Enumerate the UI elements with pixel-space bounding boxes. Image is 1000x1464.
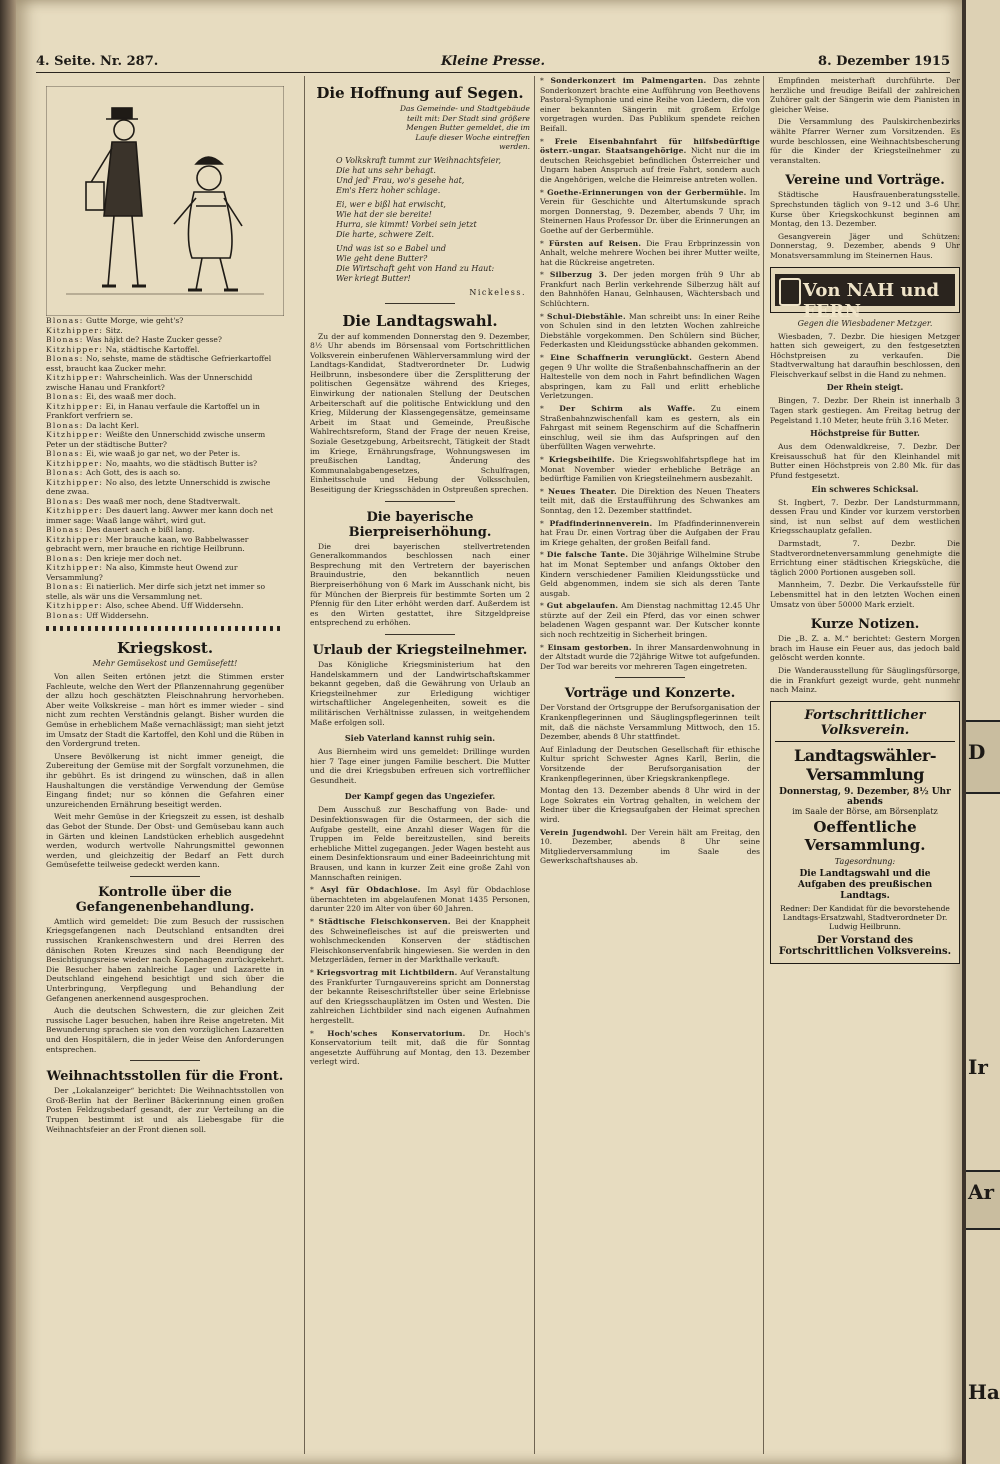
article-title-schicksal: Ein schweres Schicksal.	[811, 483, 919, 494]
short-rule	[615, 677, 685, 678]
article-paragraph: Zu der auf kommenden Donnerstag den 9. Dezember, 8½ Uhr abends im Börsensaal vom Fortschrittlichen Volksverein einberufenen Wählerversammlung wird der Landtags-Kandidat, Stadtverordneter Dr. Ludwig Heilbrunn, insbesondere über die Zersplitterung der politischen Gegensätze während des Krieges, Einwirkung der nationalen Stellung der Deutschen Arbeiterschaft auf die politische Entwicklung und den Krieg, Milderung der Klassengegensätze, gemeinsame Arbeit im Staat und Gemeinde, Preußische Wahlrechtsreform, Stand der Frage der neuen Kreise, Soziale Gesetzgebung, Arbeitsrecht, Tätigkeit der Stadt im Kriege, Ernährungsfrage, Wohnungswesen im preußischen Landtag, Änderung des Kommunalabgabengesetzes, Schulfragen, Einheitsschule und Hebung der Volksschulen, Beseitigung der Kriegsschäden in Ostpreußen sprechen.	[310, 331, 530, 494]
news-item: Verein Jugendwohl. Der Verein hält am Freitag, den 10. Dezember, abends 8 Uhr seine Mitgliederversammlung im Saale des Gewerkschaftshauses ab.	[540, 827, 760, 866]
cartoon-dialogue	[46, 316, 284, 620]
dialogue-line: Blonas: Des waaß mer noch, dene Stadtverwalt.	[46, 496, 241, 506]
dialogue-line: Kitzhipper: Na also, Kimmste heut Owend zur Versammlung?	[46, 563, 238, 582]
ad-line: Redner: Der Kandidat für die bevorstehende Landtags-Ersatzwahl, Stadtverordneter Dr. Ludwig Heilbrunn.	[780, 903, 950, 931]
article-paragraph: Unsere Bevölkerung ist nicht immer geneigt, die Zubereitung der Gemüse mit der Sorgfalt vorzunehmen, die ihr gebührt. Es ist dringend zu wünschen, daß in allen Haushaltungen die verständige Verwendung der Gemüse Eingang findet; nur so können die Gefahren einer unzureichenden Ernährung beseitigt werden.	[46, 751, 284, 809]
article-title-rhein: Der Rhein steigt.	[826, 382, 904, 393]
article-title-urlaub: Urlaub der Kriegsteilnehmer.	[312, 642, 528, 658]
column-divider	[763, 76, 764, 1454]
dialogue-line: Kitzhipper: Ei, in Hanau verfaule die Kartoffel un in Frankfort verfriern se.	[46, 401, 260, 420]
article-paragraph: Die drei bayerischen stellvertretenden Generalkommandos beschlossen nach einer Besprechung mit den Vertretern der bayerischen Brauindustrie, den bekanntlich neuen Bierpreiserhöhung von 6 Mark im Ausschank nicht, bis für München der Bierpreis für bestimmte Sorten um 2 Pfennig für den Liter erhöht werden darf. Außerdem ist es den Wirten gestattet, ihre Sitzgeldpreise entsprechend zu erhöhen.	[310, 541, 530, 628]
news-item: Auf Einladung der Deutschen Gesellschaft für ethische Kultur spricht Schwester Agnes Karll, Berlin, die Vorsitzende der Berufsorganisation der Krankenpflegerinnen, über Kriegskrankenpflege.	[540, 744, 760, 783]
edge-letters: Ha	[968, 1380, 1000, 1404]
article-paragraph: Aus Biernheim wird uns gemeldet: Drillinge wurden hier 7 Tage einer jungen Familie beschert. Die Mutter und die drei Kriegsbuben erfreuen sich vortrefflicher Gesundheit.	[310, 747, 530, 785]
article-paragraph: Die Wanderausstellung für Säuglingsfürsorge, die in Frankfurt gezeigt wurde, geht nunmehr nach Mainz.	[770, 665, 960, 695]
article-title-vaterland: Sieb Vaterland kannst ruhig sein.	[344, 733, 496, 744]
article-title-ungeziefer: Der Kampf gegen das Ungeziefer.	[344, 791, 496, 802]
poem-stanza: Ei, wer e bißl hat erwischt, Wie hat der sie bereite! Hurra, sie kimmt! Vorbei sein jetzt Die harte, schwere Zeit.	[336, 199, 477, 239]
article-title-butter: Höchstpreise für Butter.	[810, 428, 920, 439]
edge-letters: Ir	[968, 1055, 988, 1079]
news-item: * Kriegsbeihilfe. Die Kriegswohlfahrtspflege hat im Monat November wieder erhebliche Beträge an bedürftige Familien von Kriegsteilnehmern ausbezahlt.	[540, 454, 760, 484]
article-title-landtagswahl: Die Landtagswahl.	[342, 311, 498, 330]
short-rule	[385, 634, 455, 635]
article-paragraph: Wiesbaden, 7. Dezbr. Die hiesigen Metzger hatten sich geweigert, zu den festgesetzten Höchstpreisen zu verkaufen. Die Stadtverwaltung hat daraufhin beschlossen, den Fleischverkauf selbst in die Hand zu nehmen.	[770, 331, 960, 379]
ad-line: Die Landtagswahl und die Aufgaben des preußischen Landtags.	[797, 868, 933, 901]
banner-title: Von NAH und FERN	[803, 279, 940, 322]
dialogue-line: Kitzhipper: Mer brauche kaan, wo Babbelwasser gebracht wern, mer brauche en richtige Heilbrunn.	[46, 534, 249, 553]
news-item: * Kriegsvortrag mit Lichtbildern. Auf Veranstaltung des Frankfurter Turngauvereins spricht am Donnerstag der bekannte Reiseschriftsteller über seine Erlebnisse auf den Kriegsschauplätzen im Osten und Westen. Die zahlreichen Lichtbilder sind nach eigenen Aufnahmen hergestellt.	[310, 967, 530, 1025]
von-nah-und-fern-banner	[770, 267, 960, 322]
news-item: * Neues Theater. Die Direktion des Neuen Theaters teilt mit, daß die Erstaufführung des Schwankes am Sonntag, den 12. Dezember stattfindet.	[540, 486, 760, 515]
dialogue-line: Kitzhipper: No, maahts, wo die städtisch Butter is?	[46, 458, 258, 468]
dialogue-line: Kitzhipper: Weißte den Unnerschidd zwische unserm Peter un der städtische Butter?	[46, 430, 266, 449]
paper-name: Kleine Presse.	[440, 54, 546, 69]
newspaper-page	[16, 0, 962, 1464]
article-title-hoffnung: Die Hoffnung auf Segen.	[316, 84, 524, 102]
article-title-kontrolle: Kontrolle über die Gefangenenbehandlung.	[75, 884, 255, 915]
article-paragraph: Dem Ausschuß zur Beschaffung von Bade- und Desinfektionswagen für die Ostarmeen, der sich die Aufgabe gestellt, eine Anzahl dieser Wagen für die Truppen im Felde bereitzustellen, sind bereits erhebliche Mittel zugegangen. Jeder Wagen besteht aus einem Desinfektionsraum und einer Badeeinrichtung mit Brausen, und kann in kurzer Zeit eine große Zahl von Mannschaften reinigen.	[310, 805, 530, 882]
article-paragraph: Amtlich wird gemeldet: Die zum Besuch der russischen Kriegsgefangenen nach Deutschland entsandten drei russischen Krankenschwestern und drei Herren des dänischen Roten Kreuzes sind nach Beendigung der Besichtigungsreise wieder nach Kopenhagen zurückgekehrt. Die Besucher haben zahlreiche Lager und Lazarette in Deutschland eingehend besichtigt und sich über die Unterbringung, Verpflegung und Behandlung der Gefangenen anerkennend ausgesprochen.	[46, 916, 284, 1003]
dialogue-line: Kitzhipper: Na, städtische Kartoffel.	[46, 344, 200, 354]
dialogue-line: Blonas: Gutte Morge, wie geht's?	[46, 316, 184, 325]
header-rule	[36, 72, 950, 73]
dialogue-line: Kitzhipper: Sitz.	[46, 325, 123, 335]
article-title-bierpreis: Die bayerische Bierpreiserhöhung.	[348, 509, 492, 540]
article-paragraph: Bingen, 7. Dezbr. Der Rhein ist innerhalb 3 Tagen stark gestiegen. Am Freitag betrug der Pegelstand 1.10 Meter, heute früh 3.16 Meter.	[770, 396, 960, 425]
article-paragraph: Mannheim, 7. Dezbr. Die Verkaufsstelle für Lebensmittel hat in den letzten Wochen einen Umsatz von über 50000 Mark erzielt.	[770, 580, 960, 609]
cartoon-illustration	[46, 86, 284, 316]
ad-line: Landtagswähler-Versammlung	[794, 745, 936, 784]
column-divider	[304, 76, 305, 1454]
column-3	[540, 76, 760, 1456]
short-rule	[385, 303, 455, 304]
dialogue-line: Blonas: Des dauert aach e bißl lang.	[46, 525, 195, 534]
dialogue-line: Kitzhipper: Des dauert lang. Awwer mer kann doch net immer sage: Waaß lange währt, wird gut.	[46, 506, 274, 525]
news-item: * Pfadfinderinnenverein. Im Pfadfinderinnenverein hat Frau Dr. einen Vortrag über die Aufgaben der Frau im Kriege gehalten, der großen Beifall fand.	[540, 518, 760, 547]
lamp-icon	[779, 278, 801, 306]
article-subtitle: Gegen die Wiesbadener Metzger.	[797, 318, 933, 328]
dialogue-line: Blonas: Da lacht Kerl.	[46, 420, 140, 430]
article-title-vereine: Vereine und Vorträge.	[785, 173, 945, 189]
poem-stanza: Und was ist so e Babel und Wie geht dene Butter? Die Wirtschaft geht von Hand zu Haut: Wer kriegt Butter!	[336, 243, 495, 283]
news-item: * Eine Schaffnerin verunglückt. Gestern Abend gegen 9 Uhr wollte die Straßenbahnschaffnerin an der Haltestelle von dem noch in Fahrt befindlichen Wagen abspringen, kam zu Fall und erlitt erhebliche Verletzungen.	[540, 353, 760, 401]
article-title-kriegskost: Kriegskost.	[116, 639, 214, 657]
dialogue-line: Kitzhipper: No also, des letzte Unnerschidd is zwische dene zwaa.	[46, 477, 271, 496]
news-item: * Fürsten auf Reisen. Die Frau Erbprinzessin von Anhalt, welche mehrere Wochen bei ihrer Mutter weilte, hat die Rückreise angetreten.	[540, 238, 760, 267]
short-rule	[130, 876, 200, 877]
news-item: * Einsam gestorben. In ihrer Mansardenwohnung in der Altstadt wurde die 72jährige Witwe tot aufgefunden. Der Tod war bereits vor mehreren Tagen eingetreten.	[540, 642, 760, 671]
dialogue-line: Blonas: Ach Gott, des is aach so.	[46, 468, 181, 477]
section-divider	[46, 626, 284, 631]
article-paragraph: Auch die deutschen Schwestern, die zur gleichen Zeit russische Lager besuchen, haben ihre Reise angetreten. Mit Bewunderung sprachen sie von den vorzüglichen Lazaretten und den Hospitälern, die in jeder Weise den Anforderungen entsprechen.	[46, 1006, 284, 1054]
article-paragraph: Der „Lokalanzeiger“ berichtet: Die Weihnachtsstollen von Groß-Berlin hat der Berliner Bäckerinnung einen großen Posten Feldzugsbedarf gesandt, der zur Verteilung an die Truppen bestimmt ist und als Liebesgabe für die Weihnachtsfeier an der Front dienen soll.	[46, 1086, 284, 1134]
ad-line: Oeffentliche Versammlung.	[804, 817, 926, 854]
column-4	[770, 76, 960, 1456]
short-rule	[385, 501, 455, 502]
volksverein-advertisement	[770, 701, 960, 964]
article-title-vortraege: Vorträge und Konzerte.	[564, 686, 736, 702]
page-header	[36, 54, 950, 70]
ad-line: Der Vorstand des Fortschrittlichen Volksvereins.	[778, 934, 952, 957]
column-1	[46, 76, 284, 1456]
ad-line: Donnerstag, 9. Dezember, 8½ Uhr abends	[779, 786, 951, 807]
article-title-weihnachtsstollen: Weihnachtsstollen für die Front.	[46, 1069, 284, 1085]
news-item: * Schul-Diebstähle. Man schreibt uns: In einer Reihe von Schulen sind in den letzten Wochen zahlreiche Diebstähle vorgekommen. Den Schülern sind Bücher, Federkasten und Kleidungsstücke abhanden gekommen.	[540, 311, 760, 350]
dialogue-line: Blonas: Ei, des waaß mer doch.	[46, 392, 177, 401]
article-paragraph: Aus dem Odenwaldkreise, 7. Dezbr. Der Kreisausschuß hat für den Kleinhandel mit Butter einen Höchstpreis von 2.80 Mk. für das Pfund festgesetzt.	[770, 442, 960, 481]
page-number: 4. Seite. Nr. 287.	[36, 54, 159, 69]
ad-line: Fortschrittlicher Volksverein.	[775, 708, 955, 742]
news-item: * Sonderkonzert im Palmengarten. Das zehnte Sonderkonzert brachte eine Aufführung von Beethovens Pastoral-Symphonie und eine Reihe von Liedern, die von einer bekannten Sängerin mit großem Erfolge vorgetragen wurden. Das Publikum spendete reichen Beifall.	[540, 76, 760, 133]
dialogue-line: Blonas: Ei natierlich. Mer dirfe sich jetzt net immer so stelle, als wär uns die Versammlung net.	[46, 582, 266, 601]
news-item: * Städtische Fleischkonserven. Bei der Knappheit des Schweinefleisches ist auf die preiswerten und wohlschmeckenden Konserven der städtischen Fleischkonservenfabrik hingewiesen. Sie werden in den Metzgerläden, ferner in der Markthalle verkauft.	[310, 917, 530, 965]
short-rule	[130, 1060, 200, 1061]
edge-letters: Ar	[968, 1180, 995, 1204]
issue-date: 8. Dezember 1915	[818, 54, 950, 69]
news-item: * Freie Eisenbahnfahrt für hilfsbedürftige österr.-ungar. Staatsangehörige. Nicht nur die im deutschen Reichsgebiet befindlichen Österreicher und Ungarn haben Anspruch auf freie Fahrt, sondern auch die Angehörigen, welche die Heimreise antreten wollen.	[540, 136, 760, 184]
news-item: * Asyl für Obdachlose. Im Asyl für Obdachlose übernachteten im abgelaufenen Monat 1435 Personen, darunter 220 im Alter von über 60 Jahren.	[310, 885, 530, 914]
dialogue-line: Kitzhipper: Wahrscheinlich. Was der Unnerschidd zwische Hanau und Frankfort?	[46, 373, 253, 392]
article-paragraph: Darmstadt, 7. Dezbr. Die Stadtverordnetenversammlung genehmigte die Errichtung einer städtischen Kriegsküche, die täglich 2000 Portionen ausgeben soll.	[770, 539, 960, 577]
article-paragraph: Empfinden meisterhaft durchführte. Der herzliche und freudige Beifall der zahlreichen Zuhörer galt der Sängerin wie dem Pianisten in gleicher Weise.	[770, 76, 960, 114]
edge-letters: D	[968, 740, 986, 764]
column-divider	[534, 76, 535, 1454]
dialogue-line: Blonas: Was häjkt de? Haste Zucker gesse?	[46, 335, 222, 344]
article-paragraph: Weit mehr Gemüse in der Kriegszeit zu essen, ist deshalb das Gebot der Stunde. Der Obst- und Gemüsebau kann auch in Gärten und kleinen Landstücken erheblich ausgedehnt werden, wodurch wertvolle Nahrungsmittel gewonnen werden, und gleichzeitig der Bedarf an Fett durch Gemüsefette teilweise gedeckt werden kann.	[46, 812, 284, 870]
news-item: Der Vorstand der Ortsgruppe der Berufsorganisation der Krankenpflegerinnen und Säuglingspflegerinnen teilt mit, daß die nächste Versammlung Mittwoch, den 15. Dezember, abends 8 Uhr stattfindet.	[540, 703, 760, 742]
dialogue-line: Blonas: Ei, wie waaß jo gar net, wo der Peter is.	[46, 449, 241, 458]
article-paragraph: St. Ingbert, 7. Dezbr. Der Landsturmmann, dessen Frau und Kinder vor kurzem verstorben sind, ist nun selbst auf dem westlichen Kriegsschauplatz gefallen.	[770, 497, 960, 536]
poem-preface: Das Gemeinde- und Stadtgebäude teilt mit: Der Stadt sind größere Mengen Butter gemeldet, die im Laufe dieser Woche eintreffen werden.	[400, 104, 530, 151]
poem-signature: Nickeless.	[469, 287, 526, 297]
article-paragraph: Gesangverein Jäger und Schützen: Donnerstag, 9. Dezember, abends 9 Uhr Monatsversammlung im Steinernen Haus.	[770, 231, 960, 260]
dialogue-line: Blonas: Uff Widdersehn.	[46, 610, 149, 620]
article-title-notizen: Kurze Notizen.	[810, 617, 920, 633]
article-paragraph: Städtische Hausfrauenberatungsstelle. Sprechstunden täglich von 9–12 und 3–6 Uhr. Kurse über Kriegskochkunst beginnen am Montag, den 13. Dezember.	[770, 190, 960, 229]
news-item: Montag den 13. Dezember abends 8 Uhr wird in der Loge Sokrates ein Vortrag gehalten, in welchem der Redner über die Kriegsaufgaben der Heimat sprechen wird.	[540, 786, 760, 824]
news-item: * Die falsche Tante. Die 30jährige Wilhelmine Strube hat im Monat September und anfangs Oktober den Kindern verschiedener Familien Kleidungsstücke und Geld abgenommen, indem sie sich als deren Tante ausgab.	[540, 550, 760, 598]
ad-line: Tagesordnung:	[834, 856, 896, 866]
poem-stanza: O Volkskraft tummt zur Weihnachtsfeier, Die hat uns sehr behagt. Und jed' Frau, wo's gesehe hat, Em's Herz hoher schlage.	[336, 155, 502, 195]
cartoon-figures-icon	[46, 86, 284, 316]
dialogue-line: Blonas: No, sehste, mame de städtische Gefrierkartoffel esst, braucht kaa Zucker mehr.	[46, 354, 272, 373]
news-item: * Silberzug 3. Der jeden morgen früh 9 Uhr ab Frankfurt nach Berlin verkehrende Silberzug hält auf den Bahnhöfen Hanau, Gelnhausen, Wächtersbach und Schlüchtern.	[540, 270, 760, 309]
dialogue-line: Kitzhipper: Also, schee Abend. Uff Widdersehn.	[46, 601, 244, 610]
dialogue-line: Blonas: Den krieje mer doch net.	[46, 553, 182, 563]
book-binding	[0, 0, 16, 1464]
column-2	[310, 76, 530, 1456]
news-item: * Der Schirm als Waffe. Zu einem Straßenbahnzwischenfall kam es gestern, als ein Fahrgast mit seinem Regenschirm auf die Schaffnerin einschlug, weil sie ihm das Aufspringen auf den überfüllten Wagen verwehrte.	[540, 404, 760, 452]
article-paragraph: Von allen Seiten ertönen jetzt die Stimmen erster Fachleute, welche den Wert der Pflanzennahrung gegenüber der allzu hoch geschätzten Fleischnahrung hervorheben. Aber weite Volkskreise – man hört es immer wieder – sind nicht zum rechten Verständnis gelangt. Bisher wurden die Gemüse in erheblichem Maße vernachlässigt; man sieht jetzt im Umsatz der Stadt die Kartoffel, den Kohl und die Rüben in den Vordergrund treten.	[46, 672, 284, 749]
article-paragraph: Das Königliche Kriegsministerium hat den Handelskammern und der Landwirtschaftskammer bekannt gegeben, daß die Gewährung von Urlaub an Kriegsteilnehmer zur Erledigung wichtiger wirtschaftlicher Angelegenheiten, soweit es die militärischen Verhältnisse zulassen, in weitgehendem Maße erfolgen soll.	[310, 659, 530, 727]
article-paragraph: Die „B. Z. a. M.“ berichtet: Gestern Morgen brach im Hause ein Feuer aus, das jedoch bald gelöscht werden konnte.	[770, 634, 960, 663]
news-item: * Hoch'sches Konservatorium. Dr. Hoch's Konservatorium teilt mit, daß die für Sonntag angesetzte Aufführung auf Montag, den 13. Dezember verlegt wird.	[310, 1028, 530, 1067]
article-subtitle: Mehr Gemüsekost und Gemüsefett!	[92, 659, 238, 668]
news-item: * Goethe-Erinnerungen von der Gerbermühle. Im Verein für Geschichte und Altertumskunde sprach morgen Donnerstag, 9. Dezember, abends 7 Uhr, im Steinernen Haus Professor Dr. über die Erinnerungen an Goethe auf der Gerbermühle.	[540, 187, 760, 235]
ad-line: im Saale der Börse, am Börsenplatz	[792, 806, 938, 816]
next-page-edge	[962, 0, 1000, 1464]
article-paragraph: Die Versammlung des Paulskirchenbezirks wählte Pfarrer Werner zum Vorsitzenden. Es wurde beschlossen, eine Weihnachtsbescherung für die Kinder der Kriegsteilnehmer zu veranstalten.	[770, 117, 960, 165]
news-item: * Gut abgelaufen. Am Dienstag nachmittag 12.45 Uhr stürzte auf der Zeil ein Pferd, das vor einen schwer beladenen Wagen gespannt war. Der Kutscher konnte sich noch rechtzeitig in Sicherheit bringen.	[540, 601, 760, 640]
